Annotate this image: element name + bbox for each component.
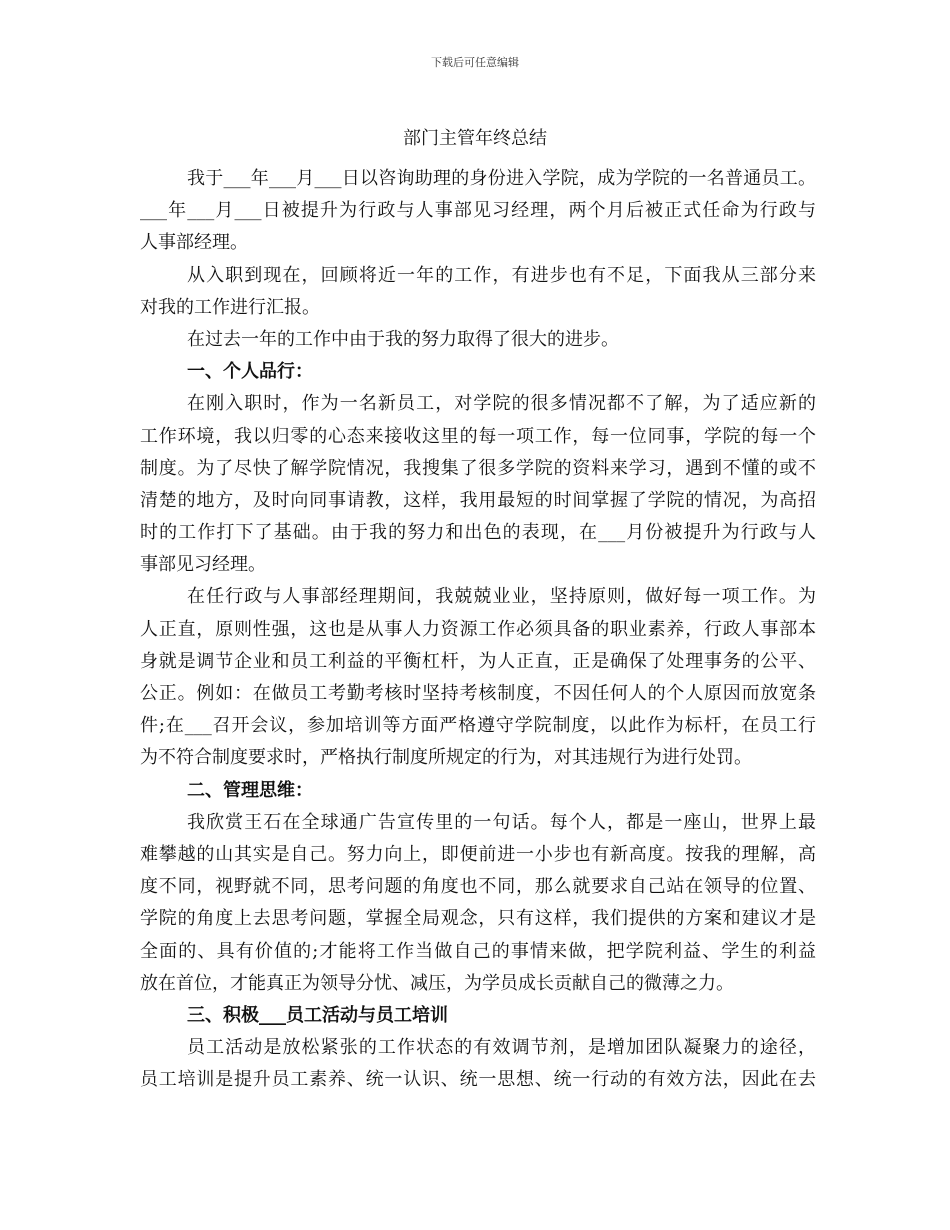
text-line: 我欣赏王石在全球通广告宣传里的一句话。每个人，都是一座山，世界上最 bbox=[187, 811, 816, 833]
text-line: 难攀越的山其实是自己。努力向上，即便前进一小步也有新高度。按我的理解，高 bbox=[140, 843, 816, 865]
section-heading: 二、管理思维： bbox=[187, 779, 313, 801]
text-line: 制度。为了尽快了解学院情况，我搜集了很多学院的资料来学习，遇到不懂的或不 bbox=[140, 457, 816, 479]
document-title: 部门主管年终总结 bbox=[403, 128, 547, 149]
text-line: 身就是调节企业和员工利益的平衡杠杆，为人正直，正是确保了处理事务的公平、 bbox=[140, 650, 816, 672]
text-line: 度不同，视野就不同，思考问题的角度也不同，那么就要求自己站在领导的位置、 bbox=[140, 876, 816, 898]
text-line: 我于___年___月___日以咨询助理的身份进入学院，成为学院的一名普通员工。 bbox=[187, 168, 816, 189]
text-line: 对我的工作进行汇报。 bbox=[140, 296, 320, 318]
text-line: 在过去一年的工作中由于我的努力取得了很大的进步。 bbox=[187, 328, 619, 350]
text-line: 在刚入职时，作为一名新员工，对学院的很多情况都不了解，为了适应新的 bbox=[187, 393, 816, 415]
document-body bbox=[140, 163, 816, 1096]
text-line: ___年___月___日被提升为行政与人事部见习经理，两个月后被正式任命为行政与 bbox=[140, 200, 816, 222]
text-line: 从入职到现在，回顾将近一年的工作，有进步也有不足，下面我从三部分来 bbox=[187, 264, 816, 286]
section-heading: 一、个人品行： bbox=[187, 361, 313, 383]
text-line: 事部见习经理。 bbox=[140, 554, 266, 576]
text-line: 工作环境，我以归零的心态来接收这里的每一项工作，每一位同事，学院的每一个 bbox=[140, 425, 816, 447]
text-line: 在任行政与人事部经理期间，我兢兢业业，坚持原则，做好每一项工作。为 bbox=[187, 586, 816, 608]
text-line: 人正直，原则性强，这也是从事人力资源工作必须具备的职业素养，行政人事部本 bbox=[140, 618, 816, 640]
text-line: 人事部经理。 bbox=[140, 232, 248, 254]
text-line: 清楚的地方，及时向同事请教，这样，我用最短的时间掌握了学院的情况，为高招 bbox=[140, 489, 816, 511]
text-line: 员工培训是提升员工素养、统一认识、统一思想、统一行动的有效方法，因此在去 bbox=[140, 1069, 816, 1091]
text-line: 为不符合制度要求时，严格执行制度所规定的行为，对其违规行为进行处罚。 bbox=[140, 747, 752, 769]
text-line: 员工活动是放松紧张的工作状态的有效调节剂，是增加团队凝聚力的途径， bbox=[187, 1037, 816, 1059]
text-line: 放在首位，才能真正为领导分忧、减压，为学员成长贡献自己的微薄之力。 bbox=[140, 972, 734, 994]
text-line: 全面的、具有价值的;才能将工作当做自己的事情来做，把学院利益、学生的利益 bbox=[140, 940, 816, 962]
text-line: 时的工作打下了基础。由于我的努力和出色的表现，在___月份被提升为行政与人 bbox=[140, 522, 816, 544]
section-heading: 三、积极___员工活动与员工培训 bbox=[187, 1004, 448, 1026]
text-line: 件;在___召开会议，参加培训等方面严格遵守学院制度，以此作为标杆，在员工行 bbox=[140, 715, 816, 737]
text-line: 公正。例如：在做员工考勤考核时坚持考核制度，不因任何人的个人原因而放宽条 bbox=[140, 683, 816, 704]
header-note: 下载后可任意编辑 bbox=[431, 56, 519, 69]
text-line: 学院的角度上去思考问题，掌握全局观念，只有这样，我们提供的方案和建议才是 bbox=[140, 908, 816, 930]
